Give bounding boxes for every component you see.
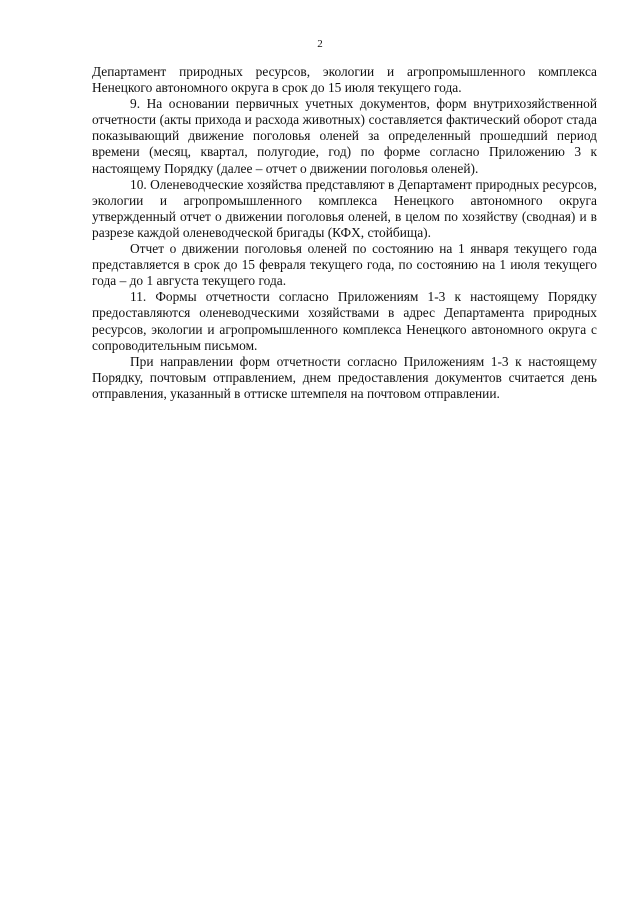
paragraph-continuation: Департамент природных ресурсов, экологии и агропромышленного комплекса Ненецкого автономного округа в срок до 15 июля текущего года.: [92, 64, 597, 96]
paragraph-postal-submission: При направлении форм отчетности согласно Приложениям 1-3 к настоящему Порядку, почтовым отправлением, днем предоставления документов считается день отправления, указанный в оттиске штемпеля на почтовом отправлении.: [92, 353, 597, 401]
document-body: [92, 64, 597, 402]
paragraph-item-10: 10. Оленеводческие хозяйства представляют в Департамент природных ресурсов, экологии и агропромышленного комплекса Ненецкого автономного округа утвержденный отчет о движении поголовья оленей, в целом по хозяйству (сводная) и в разрезе каждой оленеводческой бригады (КФХ, стойбища).: [92, 176, 597, 240]
paragraph-item-11: 11. Формы отчетности согласно Приложениям 1-3 к настоящему Порядку предоставляются оленеводческими хозяйствами в адрес Департамента природных ресурсов, экологии и агропромышленного комплекса Ненецкого автономного округа с сопроводительным письмом.: [92, 289, 597, 353]
paragraph-item-9: 9. На основании первичных учетных документов, форм внутрихозяйственной отчетности (акты прихода и расхода животных) составляется фактический оборот стада показывающий движение поголовья оленей за определенный прошедший период времени (месяц, квартал, полугодие, год) по форме согласно Приложению 3 к настоящему Порядку (далее – отчет о движении поголовья оленей).: [92, 96, 597, 176]
page-number: 2: [317, 38, 323, 50]
paragraph-report-deadlines: Отчет о движении поголовья оленей по состоянию на 1 января текущего года представляется в срок до 15 февраля текущего года, по состоянию на 1 июля текущего года – до 1 августа текущего года.: [92, 241, 597, 289]
